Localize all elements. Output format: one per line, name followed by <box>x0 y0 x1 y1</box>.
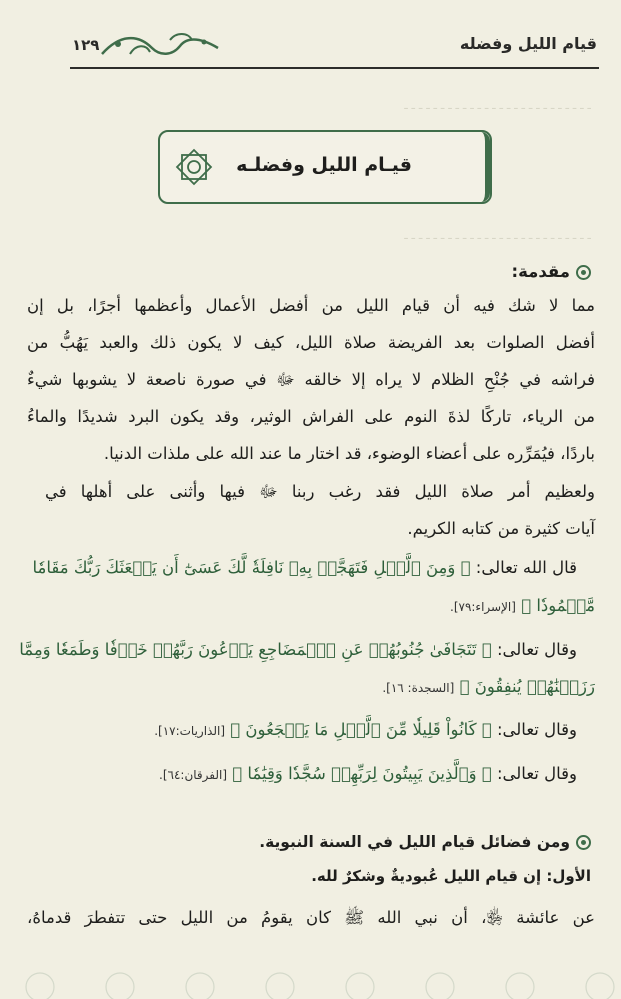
verse-block <box>159 764 577 785</box>
section-heading: ومن فضائل قيام الليل في السنة النبوية. <box>259 832 591 852</box>
verse-block <box>154 720 577 741</box>
verse-reference: [الذاريات:١٧]. <box>154 724 226 738</box>
bleed-through-text: ـ ـ ـ ـ ـ ـ ـ ـ ـ ـ ـ ـ ـ ـ ـ ـ ـ ـ ـ ـ ـ ـ ـ ـ ـ ـ <box>404 228 591 242</box>
running-title: قيام الليل وفضله <box>459 34 597 53</box>
verse-lead: قال الله تعالى: <box>475 558 577 577</box>
quran-verse: ﴿ وَٱلَّذِينَ يَبِيتُونَ لِرَبِّهِمۡ سُجَّدٗا وَقِيَٰمٗا ﴾ <box>232 764 492 783</box>
intro-line: أفضل الصلوات بعد الفريضة صلاة الليل، كيف لا يكون ذلك والعبد يَهُبُّ من <box>27 333 595 352</box>
quran-verse: رَزَقۡنَٰهُمۡ يُنفِقُونَ ﴾ <box>459 677 595 696</box>
verse-block <box>33 558 578 578</box>
intro-line: آيات كثيرة من كتابه الكريم. <box>407 519 595 538</box>
decorative-footer-pattern <box>0 957 621 999</box>
ring-bullet-icon <box>576 265 591 280</box>
eight-point-star-icon <box>172 145 216 189</box>
quran-verse: مَّحۡمُودٗا ﴾ <box>521 596 595 615</box>
chapter-title: قيـام الليل وفضلـه <box>236 154 412 176</box>
ring-bullet-icon <box>576 835 591 850</box>
intro-line: مما لا شك فيه أن قيام الليل من أفضل الأعمال وأعظمها أجرًا، بل إن <box>27 296 595 315</box>
page-number: ١٢٩ <box>72 36 100 54</box>
verse-reference: [الإسراء:٧٩]. <box>450 600 516 614</box>
quran-verse: ﴿ تَتَجَافَىٰ جُنُوبُهُمۡ عَنِ ٱلۡمَضَاجِعِ يَدۡعُونَ رَبَّهُمۡ خَوۡفٗا وَطَمَعٗا وَمِمَّا <box>19 640 492 659</box>
point-label: الأول: إن قيام الليل عُبوديةٌ وشكرٌ لله. <box>311 867 591 885</box>
floral-ornament-icon <box>100 30 220 64</box>
intro-line: ولعظيم أمر صلاة الليل فقد رغب ربنا ﷻ فيها وأثنى على أهلها في <box>45 482 595 501</box>
intro-heading: مقدمة: <box>512 262 591 282</box>
header-rule <box>70 67 599 69</box>
bleed-through-text: ـ ـ ـ ـ ـ ـ ـ ـ ـ ـ ـ ـ ـ ـ ـ ـ ـ ـ ـ ـ ـ ـ ـ ـ ـ ـ <box>404 98 591 112</box>
verse-lead: وقال تعالى: <box>496 720 577 739</box>
verse-continuation <box>382 677 595 698</box>
verse-block <box>19 640 577 660</box>
intro-line: باردًا، فيُمَرِّره على أعضاء الوضوء، قد اختار ما عند الله على ملذات الدنيا. <box>103 444 595 463</box>
intro-line: فراشه في جُنْحِ الظلام لا يراه إلا خالقه ﷻ في صورة ناصعة لا يشوبها شيءٌ <box>27 370 595 389</box>
verse-continuation <box>450 596 595 617</box>
quran-verse: ﴿ كَانُواْ قَلِيلٗا مِّنَ ٱلَّيۡلِ مَا يَهۡجَعُونَ ﴾ <box>230 720 492 739</box>
verse-reference: [الفرقان:٦٤]. <box>159 768 228 782</box>
hadith-line: عن عائشة ﵂، أن نبي الله ﷺ كان يقومُ من الليل حتى تتفطرَ قدماهُ، <box>27 908 595 927</box>
verse-lead: وقال تعالى: <box>496 764 577 783</box>
verse-reference: [السجدة: ١٦]. <box>382 681 455 695</box>
quran-verse: ﴿ وَمِنَ ٱلَّيۡلِ فَتَهَجَّدۡ بِهِۦ نَافِلَةٗ لَّكَ عَسَىٰٓ أَن يَبۡعَثَكَ رَبُّكَ مَقَامٗا <box>32 558 471 577</box>
verse-lead: وقال تعالى: <box>496 640 577 659</box>
intro-line: من الرياء، تاركًا لذةَ النوم على الفراش الوثير، وقد يكون البرد شديدًا والماءُ <box>27 407 595 426</box>
